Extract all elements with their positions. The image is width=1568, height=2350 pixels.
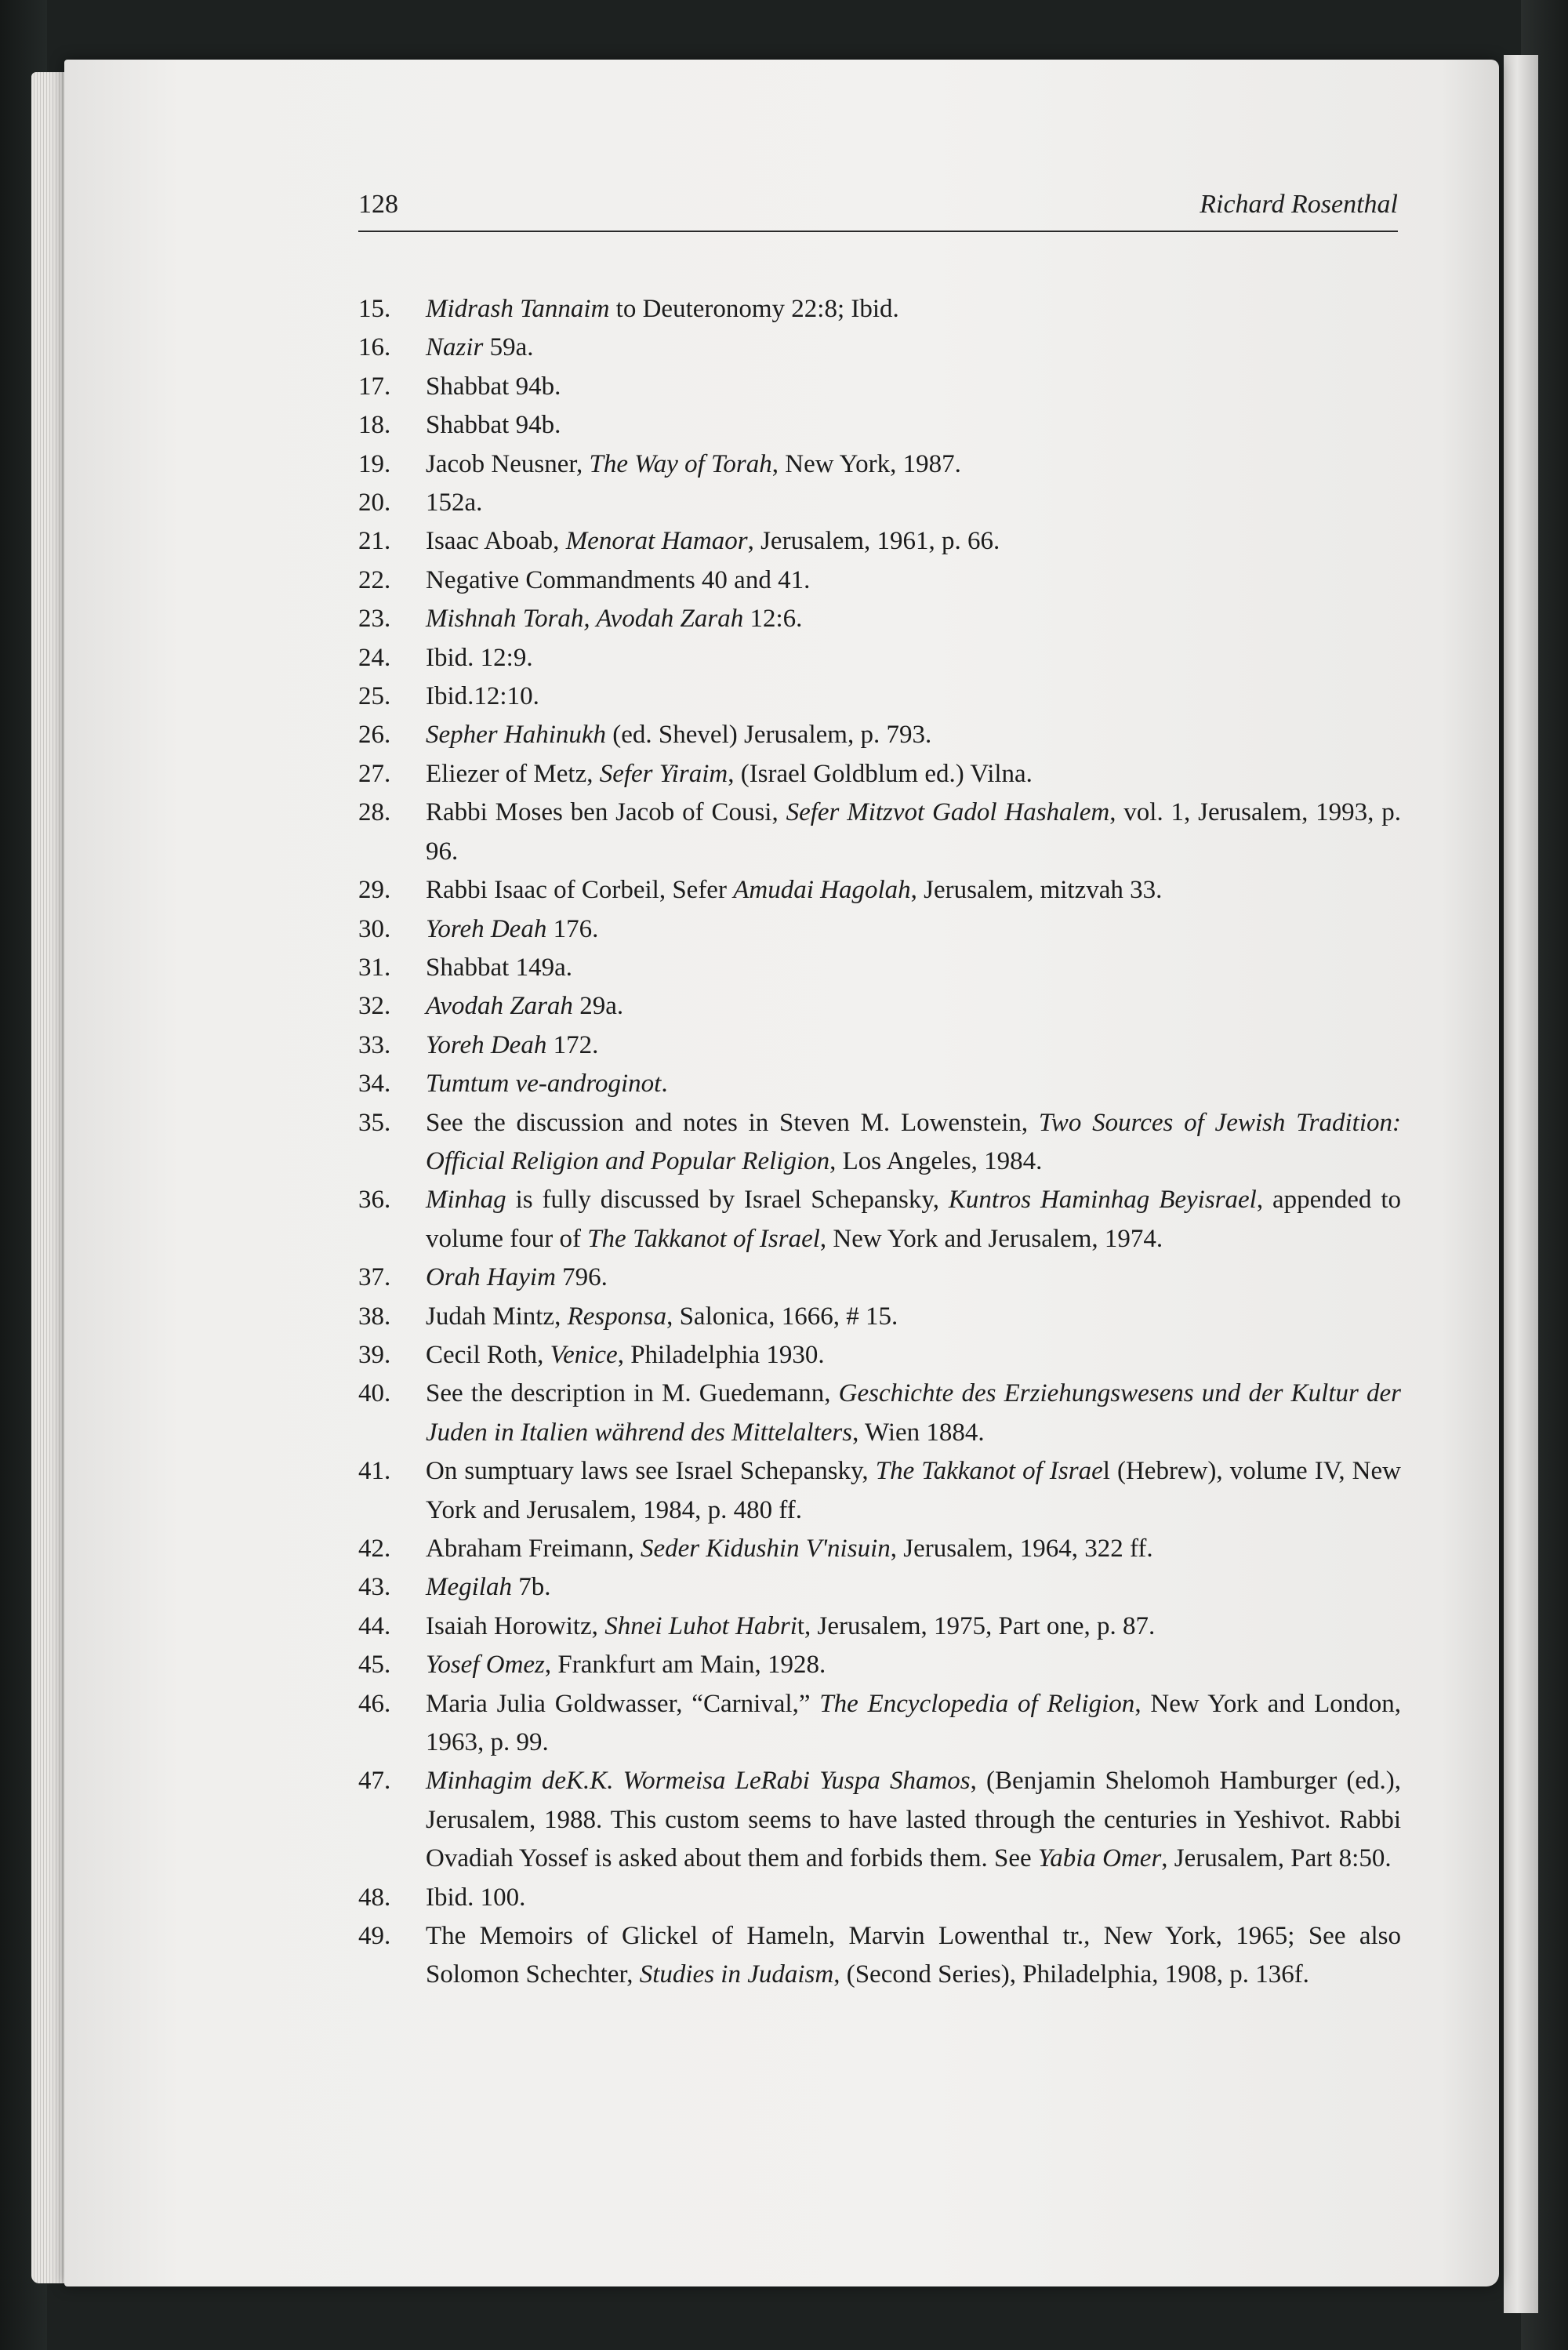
running-head [358, 187, 1398, 232]
endnote-text-segment: See the discussion and notes in Steven M. Lowenstein, [426, 1108, 1039, 1137]
endnote-number: 35. [358, 1108, 391, 1137]
endnote-item [358, 755, 1401, 794]
endnote-title-italic: Sefer Mitzvot Gadol Hashalem [786, 798, 1110, 827]
endnote-text-segment: Shabbat 94b. [426, 411, 561, 440]
endnote-title-italic: The Way of Torah [589, 449, 772, 478]
endnote-text-segment: Abraham Freimann, [426, 1535, 641, 1563]
endnote-text [426, 527, 1000, 555]
endnote-item [358, 1259, 1401, 1297]
endnote-text [426, 1612, 1155, 1640]
endnote-number: 27. [358, 759, 391, 788]
endnote-number: 28. [358, 798, 391, 827]
endnote-title-italic: Yoreh Deah [426, 1030, 547, 1059]
endnote-text [426, 411, 561, 439]
endnote-text [426, 1690, 1401, 1756]
endnote-text-segment: 59a. [483, 333, 534, 362]
endnote-number: 30. [358, 914, 391, 943]
endnote-number: 33. [358, 1030, 391, 1059]
endnote-title-italic: Minhagim deK.K. Wormeisa LeRabi Yuspa Shamos [426, 1767, 971, 1796]
endnote-title-italic: Avodah Zarah [426, 992, 573, 1021]
endnote-title-italic: Midrash Tannaim [426, 295, 610, 323]
endnote-title-italic: Two Sources of Jewish Tradition: Official Religion and Popular Religion [426, 1108, 1401, 1175]
endnote-text-segment: Ibid. 100. [426, 1883, 526, 1912]
endnote-text-segment: is fully discussed by Israel Schepansky, [506, 1186, 949, 1215]
endnote-text-segment: , New York, 1987. [771, 449, 961, 478]
endnote-number: 36. [358, 1186, 391, 1215]
endnote-item [358, 1646, 1401, 1684]
endnote-text [426, 489, 482, 517]
endnote-number: 20. [358, 489, 391, 518]
endnote-number: 48. [358, 1883, 391, 1912]
endnote-number: 41. [358, 1457, 391, 1486]
endnote-text [426, 605, 802, 633]
endnote-text [426, 915, 598, 943]
endnote-text [426, 1883, 525, 1912]
endnote-item [358, 561, 1401, 600]
book-right-edge [1504, 55, 1538, 2313]
endnote-text [426, 333, 534, 361]
endnote-item [358, 1607, 1401, 1646]
endnote-text-segment: , Frankfurt am Main, 1928. [544, 1651, 826, 1680]
endnote-title-italic: Nazir [426, 333, 484, 362]
endnote-number: 15. [358, 295, 391, 323]
endnote-text-segment: l (Hebrew), volume IV, New York and Jerusalem, 1984, p. 480 ff. [426, 1457, 1401, 1524]
endnote-number: 38. [358, 1302, 391, 1331]
endnote-text-segment: On sumptuary laws see Israel Schepansky, [426, 1457, 876, 1486]
endnote-number: 26. [358, 721, 391, 750]
endnote-text [426, 721, 931, 749]
endnote-item [358, 1375, 1401, 1452]
endnote-item [358, 871, 1401, 910]
endnote-text-segment: , Jerusalem, 1964, 322 ff. [890, 1535, 1153, 1563]
endnote-item [358, 1530, 1401, 1568]
running-head-author: Richard Rosenthal [1200, 190, 1398, 219]
endnote-text-segment: , (Israel Goldblum ed.) Vilna. [728, 759, 1033, 788]
endnote-text-segment: , Jerusalem, mitzvah 33. [910, 876, 1163, 905]
endnote-title-italic: Amudai Hagolah [733, 876, 911, 905]
endnote-text [426, 450, 961, 478]
endnote-text-segment: , vol. 1, Jerusalem, 1993, p. 96. [426, 798, 1402, 866]
endnote-text-segment: t, Jerusalem, 1975, Part one, p. 87. [797, 1611, 1156, 1640]
page-number: 128 [358, 190, 398, 219]
endnote-item [358, 1026, 1401, 1065]
endnote-number: 44. [358, 1611, 391, 1640]
endnote-item [358, 1879, 1401, 1917]
endnote-title-italic: Megilah [426, 1573, 512, 1602]
endnote-text [426, 1457, 1401, 1524]
endnote-number: 16. [358, 333, 391, 362]
endnote-text-segment: , Los Angeles, 1984. [829, 1146, 1043, 1175]
endnote-title-italic: The Takkanot of Israel [587, 1224, 820, 1253]
endnote-text-segment: Cecil Roth, [426, 1340, 550, 1369]
endnote-item [358, 716, 1401, 754]
endnote-text [426, 1535, 1153, 1563]
endnote-title-italic: Geschichte des Erziehungswesens und der Kultur der Juden in Italien während des Mittelalters [426, 1379, 1402, 1447]
endnote-item [358, 794, 1401, 871]
endnote-text-segment: Rabbi Moses ben Jacob of Cousi, [426, 798, 786, 827]
endnote-title-italic: Yosef Omez [426, 1651, 545, 1680]
endnote-text-segment: , New York and London, 1963, p. 99. [426, 1689, 1401, 1757]
endnote-title-italic: Sefer Yiraim [599, 759, 728, 788]
endnote-text-segment: Ibid.12:10. [426, 682, 539, 711]
endnote-title-italic: The Takkanot of Israe [875, 1457, 1103, 1486]
endnote-item [358, 329, 1401, 367]
endnote-text-segment: Negative Commandments 40 and 41. [426, 565, 811, 594]
endnote-text-segment: Ibid. 12:9. [426, 643, 533, 672]
endnote-number: 42. [358, 1535, 391, 1563]
endnote-text-segment: . [661, 1070, 668, 1099]
endnote-text-segment: Judah Mintz, [426, 1302, 568, 1331]
endnote-text [426, 876, 1162, 904]
endnote-text [426, 1109, 1401, 1175]
endnote-title-italic: Menorat Hamaor [565, 527, 748, 556]
endnote-number: 23. [358, 605, 391, 634]
endnote-text-segment: , Jerusalem, Part 8:50. [1161, 1844, 1392, 1873]
endnote-text-segment: The Memoirs of Glickel of Hameln, Marvin Lowenthal tr., New York, 1965; See also Solomon Schechter, [426, 1922, 1401, 1989]
endnote-text [426, 1341, 825, 1369]
endnotes-list [358, 290, 1401, 1995]
endnote-number: 43. [358, 1573, 391, 1602]
endnote-title-italic: Orah Hayim [426, 1263, 556, 1292]
endnote-number: 21. [358, 527, 391, 556]
endnote-title-italic: Seder Kidushin V'nisuin [641, 1535, 891, 1563]
endnote-text-segment: Maria Julia Goldwasser, “Carnival,” [426, 1689, 820, 1718]
endnote-item [358, 677, 1401, 716]
endnote-text-segment: 176. [546, 914, 599, 943]
endnote-text [426, 1302, 898, 1331]
endnote-item [358, 1065, 1401, 1103]
endnote-item [358, 1298, 1401, 1336]
endnote-title-italic: Responsa [567, 1302, 667, 1331]
endnote-number: 18. [358, 411, 391, 440]
endnote-text-segment: , Jerusalem, 1961, p. 66. [747, 527, 1000, 556]
endnote-number: 32. [358, 992, 391, 1021]
endnote-text-segment: Isaac Aboab, [426, 527, 566, 556]
endnote-item [358, 910, 1401, 949]
endnote-text-segment: , Wien 1884. [852, 1418, 985, 1447]
endnote-title-italic: The Encyclopedia of Religion [819, 1689, 1135, 1718]
endnote-item [358, 987, 1401, 1026]
endnote-item [358, 1336, 1401, 1375]
endnote-item [358, 522, 1401, 561]
endnote-text-segment: Shabbat 94b. [426, 372, 561, 401]
endnote-text [426, 295, 899, 323]
endnote-number: 22. [358, 565, 391, 594]
endnote-text [426, 1767, 1401, 1872]
endnote-number: 39. [358, 1340, 391, 1369]
endnote-text [426, 1186, 1401, 1252]
endnote-title-italic: Yabia Omer [1037, 1844, 1162, 1873]
endnote-number: 47. [358, 1767, 391, 1796]
endnote-title-italic: Yoreh Deah [426, 914, 547, 943]
endnote-item [358, 949, 1401, 987]
endnote-text-segment: , (Second Series), Philadelphia, 1908, p. 136f. [833, 1960, 1309, 1989]
endnote-text-segment: , (Benjamin Shelomoh Hamburger (ed.), Jerusalem, 1988. This custom seems to have lasted through the centuries in Yeshivot. Rabbi Ovadiah Yossef is asked about them and forbids them. See [426, 1767, 1401, 1873]
endnote-item [358, 1685, 1401, 1763]
endnote-title-italic: Minhag [426, 1186, 506, 1215]
endnote-text-segment: to Deuteronomy 22:8; Ibid. [609, 295, 899, 323]
endnote-text [426, 1573, 550, 1601]
endnote-title-italic: Studies in Judaism [639, 1960, 834, 1989]
endnote-item [358, 406, 1401, 445]
endnote-number: 40. [358, 1379, 391, 1408]
endnote-text [426, 1263, 608, 1291]
endnote-number: 45. [358, 1651, 391, 1680]
endnote-text [426, 644, 533, 672]
endnote-text-segment: , Philadelphia 1930. [617, 1340, 825, 1369]
endnote-number: 46. [358, 1689, 391, 1718]
endnote-text [426, 798, 1401, 865]
endnote-title-italic: Tumtum ve-androginot [426, 1070, 662, 1099]
endnote-item [358, 639, 1401, 677]
endnote-text-segment: See the description in M. Guedemann, [426, 1379, 839, 1408]
endnote-text-segment: 7b. [511, 1573, 551, 1602]
endnote-item [358, 1104, 1401, 1182]
endnote-item [358, 1762, 1401, 1878]
endnote-number: 31. [358, 953, 391, 982]
endnote-text [426, 1379, 1401, 1446]
endnote-text-segment: Rabbi Isaac of Corbeil, Sefer [426, 876, 734, 905]
endnote-text [426, 992, 623, 1020]
endnote-item [358, 1568, 1401, 1607]
endnote-number: 25. [358, 682, 391, 711]
endnote-item [358, 368, 1401, 406]
endnote-item [358, 1181, 1401, 1259]
endnote-item [358, 600, 1401, 638]
endnote-item [358, 1917, 1401, 1995]
endnote-item [358, 445, 1401, 484]
endnote-number: 17. [358, 372, 391, 401]
endnote-number: 34. [358, 1070, 391, 1099]
endnote-text-segment: 152a. [426, 489, 483, 518]
endnote-text [426, 566, 810, 594]
endnote-text [426, 1070, 668, 1098]
endnote-number: 24. [358, 643, 391, 672]
endnote-text [426, 1651, 826, 1679]
endnote-text-segment: , appended to volume four of [426, 1186, 1402, 1253]
endnote-text-segment: 796. [555, 1263, 608, 1292]
endnote-text-segment: 172. [546, 1030, 599, 1059]
endnote-text [426, 1031, 598, 1059]
endnote-text [426, 953, 572, 982]
endnote-number: 29. [358, 876, 391, 905]
endnote-text-segment: 12:6. [743, 605, 803, 634]
endnote-item [358, 290, 1401, 329]
endnote-text [426, 760, 1033, 788]
endnote-item [358, 484, 1401, 522]
endnote-text-segment: Eliezer of Metz, [426, 759, 600, 788]
endnote-text-segment: (ed. Shevel) Jerusalem, p. 793. [606, 721, 932, 750]
endnote-text-segment: 29a. [572, 992, 624, 1021]
endnote-number: 37. [358, 1263, 391, 1292]
endnote-title-italic: Venice [550, 1340, 618, 1369]
endnote-title-italic: Sepher Hahinukh [426, 721, 607, 750]
endnote-item [358, 1452, 1401, 1530]
endnote-title-italic: Kuntros Haminhag Beyisrael [948, 1186, 1257, 1215]
endnote-text-segment: Shabbat 149a. [426, 953, 572, 982]
endnote-text-segment: , Salonica, 1666, # 15. [666, 1302, 898, 1331]
endnote-number: 49. [358, 1922, 391, 1951]
endnote-text [426, 1922, 1401, 1989]
endnote-text-segment: , New York and Jerusalem, 1974. [819, 1224, 1163, 1253]
endnote-text [426, 372, 561, 401]
endnote-text-segment: Jacob Neusner, [426, 449, 590, 478]
endnote-text-segment: Isaiah Horowitz, [426, 1611, 605, 1640]
endnote-number: 19. [358, 449, 391, 478]
endnote-title-italic: Shnei Luhot Habri [604, 1611, 797, 1640]
endnote-text [426, 682, 539, 710]
endnote-title-italic: Mishnah Torah, Avodah Zarah [426, 605, 744, 634]
